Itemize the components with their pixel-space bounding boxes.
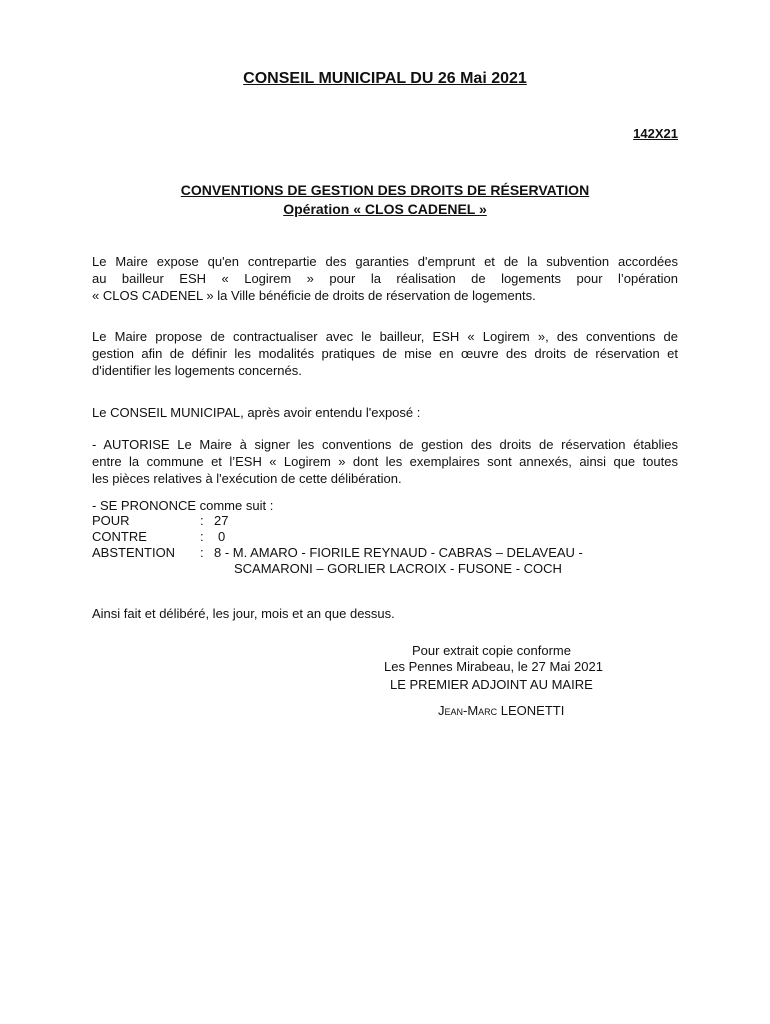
paragraph-line: Le Maire expose qu'en contrepartie des garanties d'emprunt et de la subvention accordées: [92, 254, 678, 269]
vote-value: 0: [218, 529, 226, 544]
subject-heading: [0, 181, 770, 219]
paragraph-line: d'identifier les logements concernés.: [92, 363, 302, 378]
subject-line-2: Opération « CLOS CADENEL »: [283, 201, 487, 217]
subject-line-1: CONVENTIONS DE GESTION DES DROITS DE RÉSERVATION: [180, 182, 590, 198]
vote-label: ABSTENTION: [92, 545, 176, 560]
signature-role: LE PREMIER ADJOINT AU MAIRE: [390, 677, 593, 692]
signature-name: Jean-Marc LEONETTI: [438, 703, 565, 718]
vote-label: POUR: [92, 513, 130, 528]
paragraph-line: gestion afin de définir les modalités pratiques de mise en œuvre des droits de réservation et: [92, 346, 678, 361]
paragraph-line: « CLOS CADENEL » la Ville bénéficie de droits de réservation de logements.: [92, 288, 536, 303]
paragraph-line: au bailleur ESH « Logirem » pour la réalisation de logements pour l’opération: [92, 271, 678, 286]
vote-intro: - SE PRONONCE comme suit :: [92, 498, 274, 513]
vote-colon: :: [200, 513, 204, 528]
vote-value: 8 - M. AMARO - FIORILE REYNAUD - CABRAS – DELAVEAU -: [214, 545, 583, 560]
vote-label: CONTRE: [92, 529, 147, 544]
paragraph-exposition: [92, 253, 678, 304]
paragraph-line: Le CONSEIL MUNICIPAL, après avoir entendu l'exposé :: [92, 405, 421, 420]
vote-colon: :: [200, 545, 204, 560]
paragraph-proposal: [92, 328, 678, 379]
signature-place-date: Les Pennes Mirabeau, le 27 Mai 2021: [384, 659, 603, 674]
paragraph-line: Le Maire propose de contractualiser avec le bailleur, ESH « Logirem », des conventions de: [92, 329, 678, 344]
signature-certified-copy: Pour extrait copie conforme: [412, 643, 571, 658]
closing-statement: Ainsi fait et délibéré, les jour, mois et an que dessus.: [92, 606, 395, 621]
reference-number: 142X21: [633, 126, 678, 141]
paragraph-council: [92, 404, 678, 421]
paragraph-authorisation: [92, 436, 678, 487]
page-title: CONSEIL MUNICIPAL DU 26 Mai 2021: [243, 70, 527, 87]
paragraph-line: - AUTORISE Le Maire à signer les conventions de gestion des droits de réservation établies: [92, 437, 678, 452]
abstention-names-continued: SCAMARONI – GORLIER LACROIX - FUSONE - COCH: [234, 561, 562, 576]
paragraph-line: les pièces relatives à l'exécution de cette délibération.: [92, 471, 402, 486]
vote-value: 27: [214, 513, 229, 528]
vote-colon: :: [200, 529, 204, 544]
paragraph-line: entre la commune et l’ESH « Logirem » dont les exemplaires sont annexés, ainsi que toutes: [92, 454, 678, 469]
